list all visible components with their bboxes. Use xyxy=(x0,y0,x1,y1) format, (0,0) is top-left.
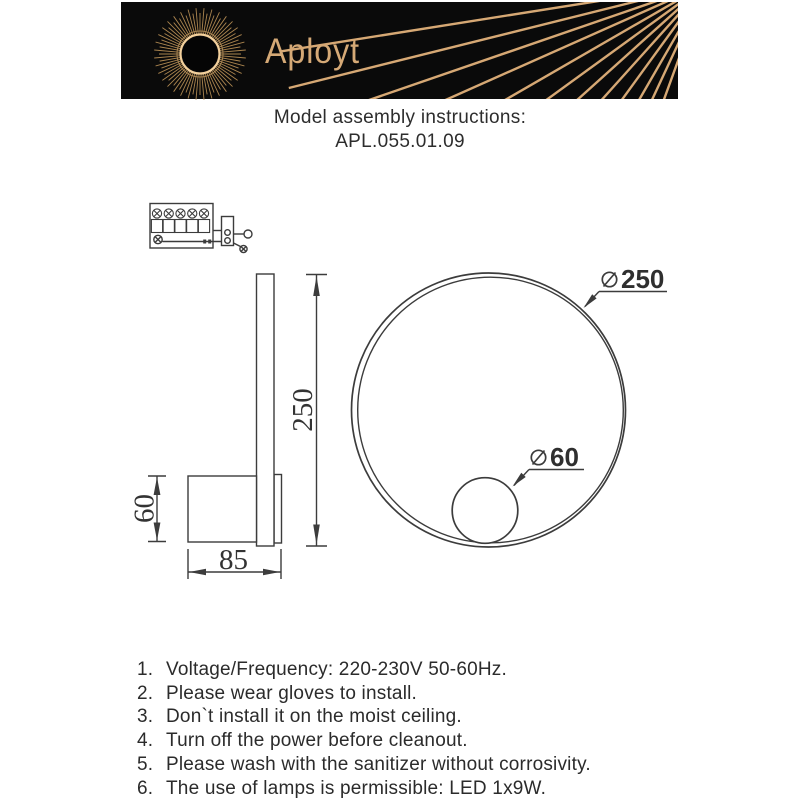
ring-diameter-label: 250 xyxy=(621,264,665,294)
dim-base-height-label: 60 xyxy=(128,494,161,523)
list-item xyxy=(137,682,591,706)
terminal-block-drawing xyxy=(150,204,252,253)
item-text: Voltage/Frequency: 220-230V 50-60Hz. xyxy=(166,659,507,680)
instructions-list xyxy=(137,658,591,800)
front-view-drawing xyxy=(352,264,668,547)
sphere-diameter-callout xyxy=(513,442,585,487)
page-title: Model assembly instructions: xyxy=(273,107,527,128)
sphere-diameter-label: 60 xyxy=(550,442,579,472)
item-number: 5. xyxy=(137,753,154,775)
model-number: APL.055.01.09 xyxy=(335,131,465,152)
list-item xyxy=(137,729,591,753)
dim-height-label: 250 xyxy=(287,388,319,432)
item-number: 2. xyxy=(137,682,154,704)
item-number: 6. xyxy=(137,777,154,799)
list-item xyxy=(137,753,591,777)
brand-name: Aployt xyxy=(265,32,361,71)
dim-base-width-label: 85 xyxy=(219,544,248,576)
list-item xyxy=(137,658,591,682)
item-text: Turn off the power before cleanout. xyxy=(166,730,468,752)
ring-diameter-callout xyxy=(584,264,668,308)
item-text: Please wear gloves to install. xyxy=(166,682,418,704)
side-view-drawing xyxy=(129,274,328,579)
item-number: 1. xyxy=(137,659,154,680)
item-number: 4. xyxy=(137,730,154,752)
item-text: Don`t install it on the moist ceiling. xyxy=(166,706,462,728)
item-number: 3. xyxy=(137,706,154,728)
item-text: Please wash with the sanitizer without corrosivity. xyxy=(166,753,591,775)
list-item xyxy=(137,705,591,729)
item-text: The use of lamps is permissible: LED 1x9W. xyxy=(166,777,547,799)
list-item xyxy=(137,777,591,800)
